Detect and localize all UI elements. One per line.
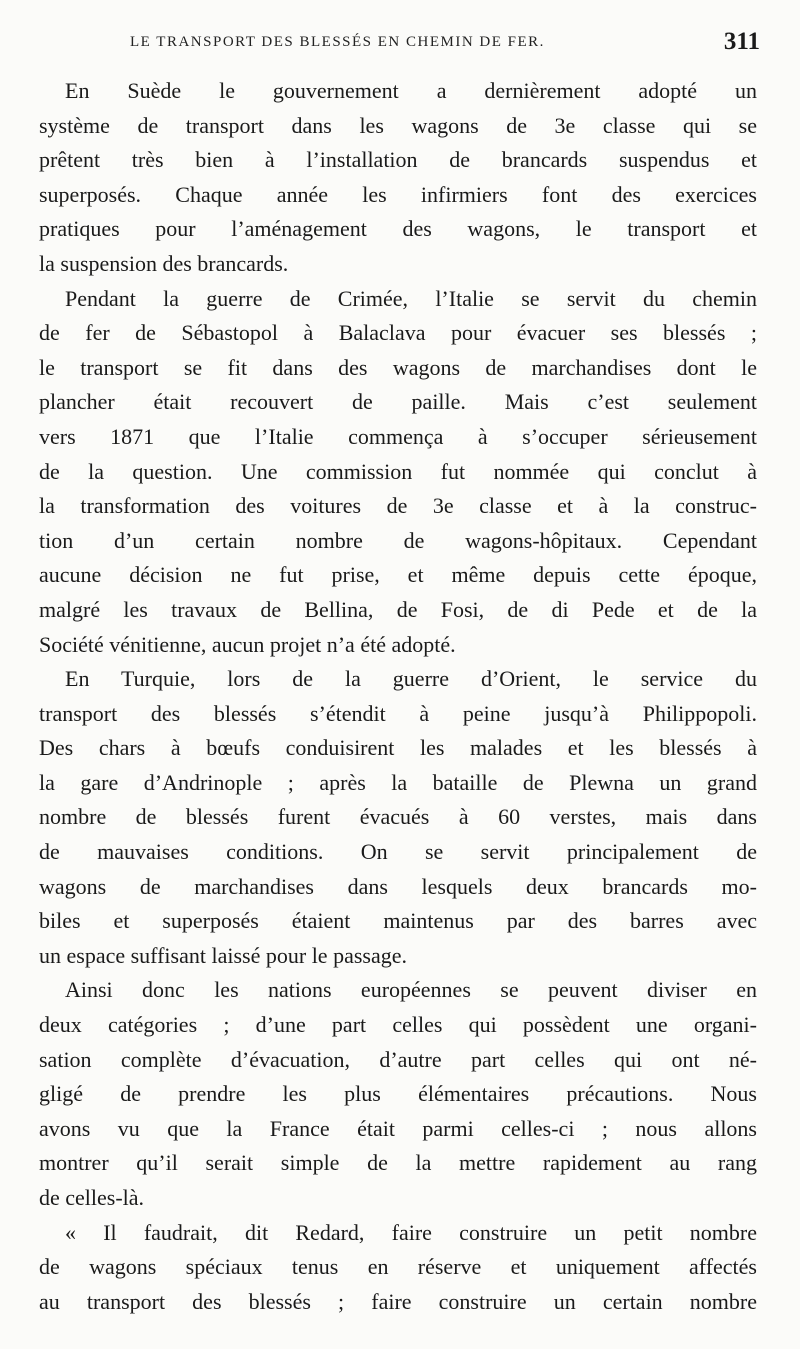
- text-line: de mauvaises conditions. On se servit principalement de: [39, 839, 757, 865]
- text-line: gligé de prendre les plus élémentaires précautions. Nous: [39, 1081, 757, 1107]
- text-line: la transformation des voitures de 3e classe et à la construc-: [39, 493, 757, 519]
- text-line: le transport se fit dans des wagons de marchandises dont le: [39, 354, 757, 380]
- text-line: de wagons spéciaux tenus en réserve et uniquement affectés: [39, 1254, 757, 1280]
- text-line: Ainsi donc les nations européennes se peuvent diviser en: [65, 977, 757, 1003]
- paragraph: [39, 282, 757, 663]
- text-line: En Turquie, lors de la guerre d’Orient, le service du: [65, 666, 757, 692]
- text-line: pratiques pour l’aménagement des wagons, le transport et: [39, 216, 757, 242]
- text-line: plancher était recouvert de paille. Mais c’est seulement: [39, 389, 757, 415]
- text-line: un espace suffisant laissé pour le passage.: [39, 942, 407, 968]
- text-line: malgré les travaux de Bellina, de Fosi, de di Pede et de la: [39, 596, 757, 622]
- running-title: LE TRANSPORT DES BLESSÉS EN CHEMIN DE FER.: [130, 34, 545, 50]
- text-line: nombre de blessés furent évacués à 60 verstes, mais dans: [39, 804, 757, 830]
- text-line: de celles-là.: [39, 1185, 145, 1210]
- text-line: aucune décision ne fut prise, et même depuis cette époque,: [39, 562, 757, 588]
- text-line: tion d’un certain nombre de wagons-hôpitaux. Cependant: [39, 527, 757, 553]
- text-line: la suspension des brancards.: [39, 250, 289, 276]
- text-line: wagons de marchandises dans lesquels deux brancards mo-: [39, 873, 757, 899]
- text-line: En Suède le gouvernement a dernièrement adopté un: [65, 78, 757, 103]
- paragraph: [39, 1216, 757, 1320]
- text-line: système de transport dans les wagons de 3e classe qui se: [39, 112, 757, 138]
- text-line: la gare d’Andrinople ; après la bataille de Plewna un grand: [39, 769, 757, 795]
- text-line: Société vénitienne, aucun projet n’a été adopté.: [39, 631, 456, 657]
- text-line: montrer qu’il serait simple de la mettre rapidement au rang: [39, 1150, 757, 1176]
- text-line: avons vu que la France était parmi celles-ci ; nous allons: [39, 1115, 757, 1141]
- text-line: Des chars à bœufs conduisirent les malades et les blessés à: [39, 735, 757, 761]
- text-line: superposés. Chaque année les infirmiers font des exercices: [39, 181, 757, 207]
- paragraph: [39, 662, 757, 973]
- paragraph: [39, 973, 757, 1215]
- text-line: biles et superposés étaient maintenus par des barres avec: [39, 908, 757, 934]
- text-line: deux catégories ; d’une part celles qui possèdent une organi-: [39, 1012, 757, 1038]
- paragraph: [39, 74, 757, 282]
- text-line: vers 1871 que l’Italie commença à s’occuper sérieusement: [39, 423, 757, 449]
- text-line: transport des blessés s’étendit à peine jusqu’à Philippopoli.: [39, 700, 757, 726]
- text-line: « Il faudrait, dit Redard, faire construire un petit nombre: [65, 1219, 757, 1245]
- text-line: prêtent très bien à l’installation de brancards suspendus et: [39, 147, 757, 173]
- text-line: sation complète d’évacuation, d’autre part celles qui ont né-: [39, 1046, 757, 1072]
- text-line: de la question. Une commission fut nommée qui conclut à: [39, 458, 757, 484]
- text-line: Pendant la guerre de Crimée, l’Italie se servit du chemin: [65, 285, 757, 311]
- page-number: 311: [723, 28, 760, 55]
- text-line: de fer de Sébastopol à Balaclava pour évacuer ses blessés ;: [39, 320, 757, 346]
- body-text: [39, 74, 757, 1319]
- text-line: au transport des blessés ; faire construire un certain nombre: [39, 1288, 757, 1314]
